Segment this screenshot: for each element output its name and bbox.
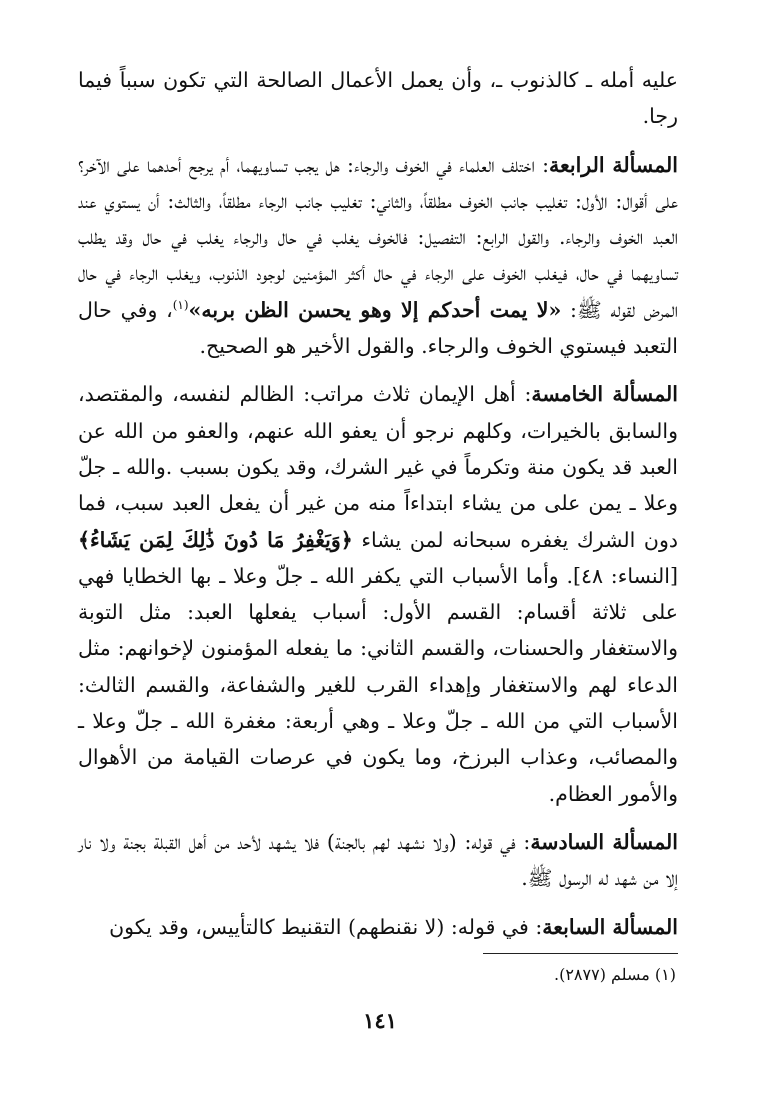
paragraph-text: : أهل الإيمان ثلاث مراتب: الظالم لنفسه، والمقتصد، والسابق بالخيرات، وكلهم نرجو أن يعفو الله عنهم، والعفو من الله عن العبد قد يكون منة وتكرماً في غير الشرك، وقد يكون بسبب .والله ـ جلّ وعلا ـ يمن على من يشاء ابتداءاً منه من غير أن يفعل العبد سبب، فما دون الشرك يغفره سبحانه لمن يشاء: [78, 382, 678, 552]
paragraph-text: : في قوله: (لا نقنطهم) التقنيط كالتأييس، وقد يكون: [109, 914, 543, 939]
footnote-text: مسلم (٢٨٧٧).: [553, 965, 650, 984]
paragraph: [78, 62, 678, 135]
paragraph: [78, 147, 678, 365]
paragraph: [78, 824, 678, 897]
page-body: [78, 62, 678, 957]
paragraph-text: ، وفي حال التعبد فيستوي الخوف والرجاء. والقول الأخير هو الصحيح.: [78, 297, 678, 359]
quran-verse: ﴿وَيَغْفِرُ مَا دُونَ ذَٰلِكَ لِمَن يَشَاءُ﴾: [78, 527, 353, 552]
paragraph: [78, 376, 678, 812]
footnote-divider: [483, 953, 678, 954]
footnote-marker: (١): [654, 965, 676, 984]
paragraph-text: : في قوله: (ولا نشهد لهم بالجنة) فلا يشهد لأحد من أهل القبلة بجنة ولا نار إلا من شهد له الرسول ﷺ.: [78, 829, 678, 891]
section-heading: المسألة الخامسة: [531, 382, 678, 407]
footnote-reference: (١): [172, 297, 189, 312]
page-number: ١٤١: [363, 1008, 397, 1033]
paragraph: [78, 909, 678, 945]
paragraph-text: عليه أمله ـ كالذنوب ـ، وأن يعمل الأعمال الصالحة التي تكون سبباً فيما رجا.: [78, 68, 678, 129]
paragraph-text: : اختلف العلماء في الخوف والرجاء: هل يجب تساويهما، أم يرجح أحدهما على الآخر؟ على أقوال: الأول: تغليب جانب الخوف مطلقاً، والثاني: تغليب جانب الرجاء مطلقاً، والثالث: أن يستوي عند العبد الخوف والرجاء. والقول الرابع: التفصيل: فالخوف يغلب في حال والرجاء يغلب في حال وقد يطلب تساويهما في حال، فيغلب الخوف على الرجاء في حال أكثر المؤمنين لوجود الذنوب، ويغلب الرجاء في حال المرض لقوله ﷺ:: [78, 152, 678, 322]
hadith-quote: «لا يمت أحدكم إلا وهو يحسن الظن بربه»: [188, 297, 562, 322]
section-heading: المسألة السادسة: [530, 829, 678, 854]
section-heading: المسألة السابعة: [542, 914, 678, 939]
section-heading: المسألة الرابعة: [549, 152, 678, 177]
paragraph-text: [النساء: ٤٨]. وأما الأسباب التي يكفر الله ـ جلّ وعلا ـ بها الخطايا فهي على ثلاثة أقسام: القسم الأول: أسباب يفعلها العبد: مثل التوبة والاستغفار والحسنات، والقسم الثاني: ما يفعله المؤمنون لإخوانهم: مثل الدعاء لهم والاستغفار وإهداء القرب للغير والشفاعة، والقسم الثالث: الأسباب التي من الله ـ جلّ وعلا ـ وهي أربعة: مغفرة الله ـ جلّ وعلا ـ والمصائب، وعذاب البرزخ، وما يكون في عرصات القيامة من الأهوال والأمور العظام.: [78, 563, 678, 806]
footnote: [554, 962, 676, 988]
